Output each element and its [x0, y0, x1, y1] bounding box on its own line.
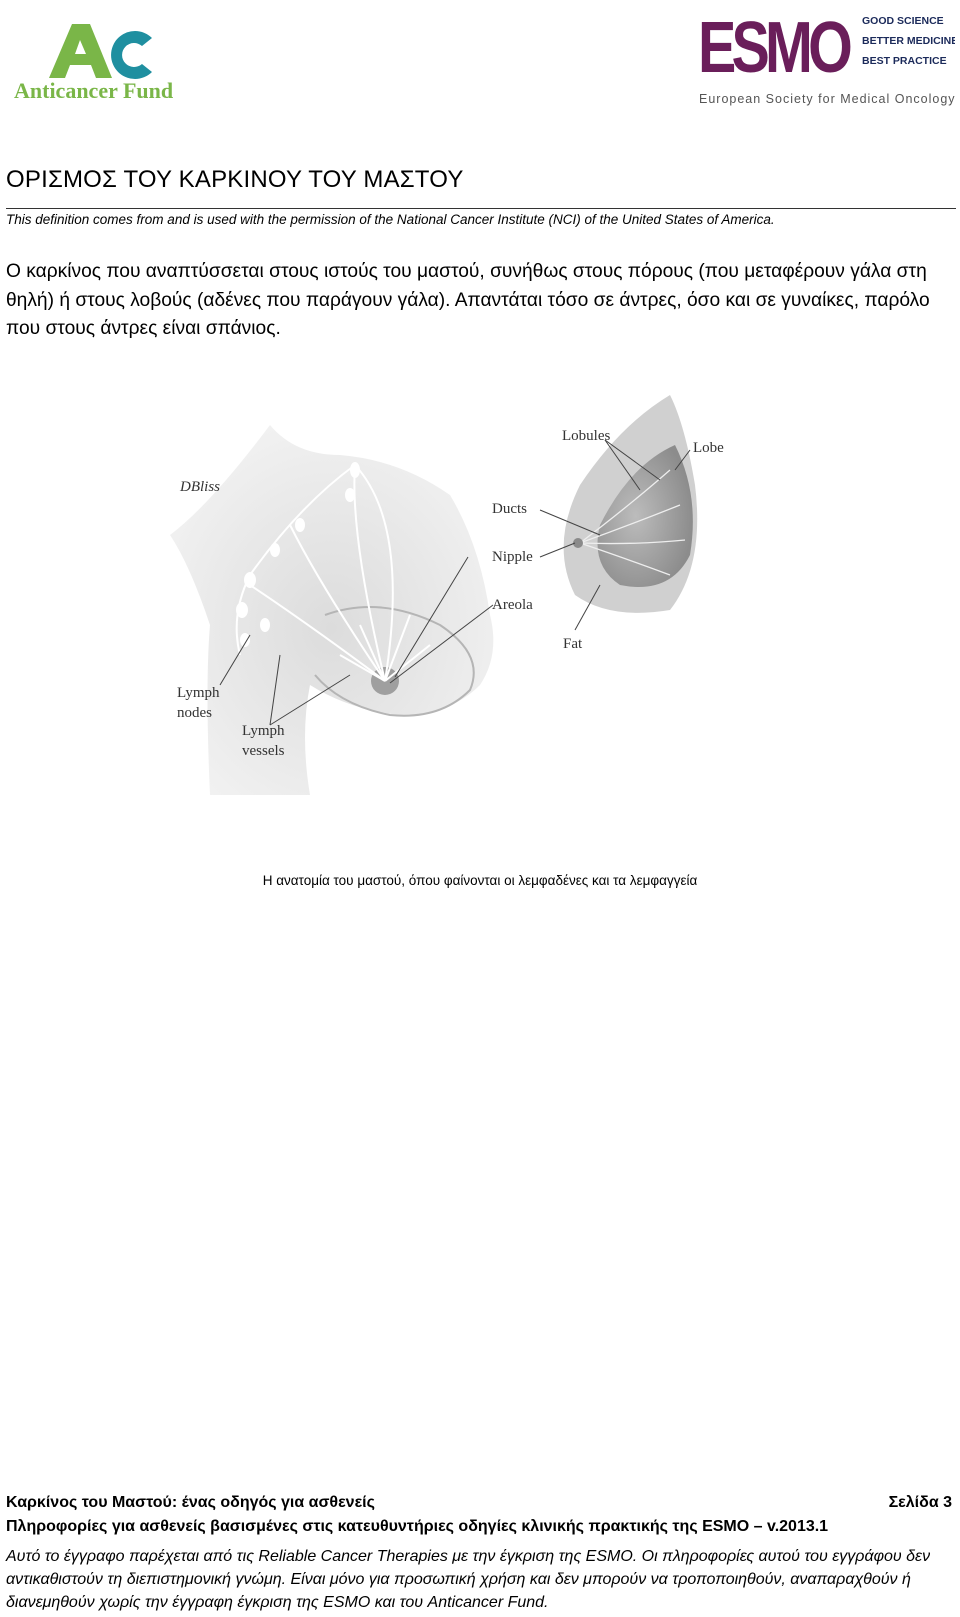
- permission-note: This definition comes from and is used with the permission of the National Cancer Institute (NCI) of the United States of America.: [6, 212, 775, 227]
- label-ducts: Ducts: [492, 501, 527, 517]
- anticancer-fund-wordmark: Anticancer Fund: [14, 78, 174, 103]
- definition-paragraph: Ο καρκίνος που αναπτύσσεται στους ιστούς του μαστού, συνήθως στους πόρους (που μεταφέρουν γάλα στη θηλή) ή στους λοβούς (αδένες που παράγουν γάλα). Απαντάται τόσο σε άντρες, όσο και σε γυναίκες, παρόλο που στους άντρες είναι σπάνιος.: [6, 261, 930, 339]
- anticancer-fund-logo: [12, 20, 237, 105]
- esmo-tagline-2: BETTER MEDICINE: [862, 35, 955, 47]
- label-lymph-nodes-line2: nodes: [177, 705, 212, 721]
- label-nipple: Nipple: [492, 549, 533, 565]
- label-lymph-vessels-line2: vessels: [242, 743, 285, 759]
- figure-caption: Η ανατομία του μαστού, όπου φαίνονται οι λεμφαδένες και τα λεμφαγγεία: [262, 873, 698, 888]
- label-lymph-nodes-line1: Lymph: [177, 685, 220, 701]
- footer-document-title: Καρκίνος του Μαστού: ένας οδηγός για ασθενείς: [6, 1494, 375, 1511]
- esmo-logo: [700, 6, 955, 116]
- esmo-tagline-1: GOOD SCIENCE: [862, 15, 944, 27]
- label-lymph-vessels-line1: Lymph: [242, 723, 285, 739]
- title-divider: [6, 208, 956, 209]
- esmo-wordmark: ESMO: [700, 8, 851, 88]
- esmo-society-name: European Society for Medical Oncology: [700, 92, 955, 106]
- esmo-tagline-3: BEST PRACTICE: [862, 55, 947, 67]
- illustrator-signature: DBliss: [180, 479, 221, 495]
- label-lobe: Lobe: [693, 440, 724, 456]
- label-areola: Areola: [492, 597, 533, 613]
- footer-page-number: Σελίδα 3: [888, 1494, 952, 1511]
- page-title: ΟΡΙΣΜΟΣ ΤΟΥ ΚΑΡΚΙΝΟΥ ΤΟΥ ΜΑΣΤΟΥ: [6, 166, 464, 193]
- label-fat: Fat: [563, 636, 583, 652]
- breast-anatomy-figure: [150, 385, 770, 815]
- footer-disclaimer: Αυτό το έγγραφο παρέχεται από τις Reliable Cancer Therapies με την έγκριση της ESMO. Οι πληροφορίες αυτού του εγγράφου δεν αντικαθιστούν τη διεπιστημονική γνώμη. Είναι μόνο για προσωπική χρήση και δεν μπορούν να τροποποιηθούν, αναπαραχθούν ή διανεμηθούν χωρίς την έγγραφη έγκριση της ESMO και του Anticancer Fund.: [6, 1548, 931, 1611]
- footer-guideline-info: Πληροφορίες για ασθενείς βασισμένες στις κατευθυντήριες οδηγίες κλινικής πρακτικής της ESMO – v.2013.1: [6, 1518, 829, 1535]
- label-lobules: Lobules: [562, 428, 611, 444]
